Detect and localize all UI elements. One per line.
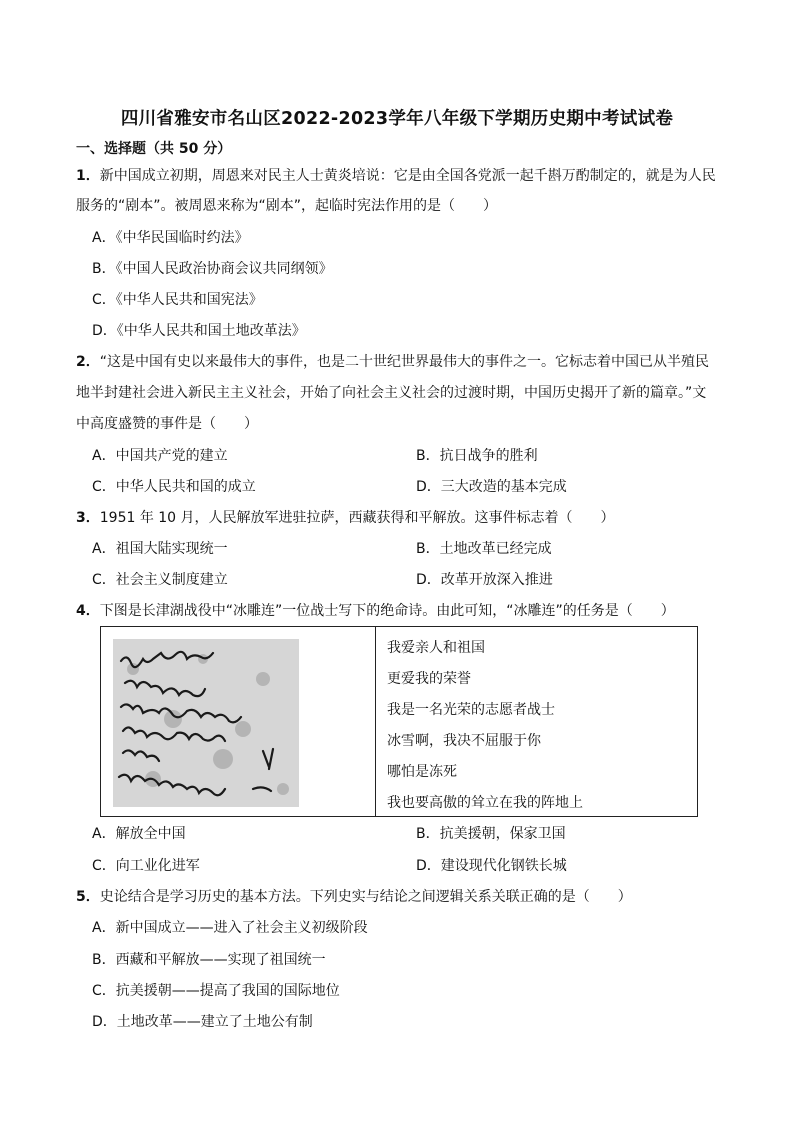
question-4-number: 4． [76, 603, 100, 619]
question-5-option-d: D．土地改革——建立了土地公有制 [92, 1014, 313, 1030]
section-heading: 一、选择题（共 50 分） [76, 141, 232, 157]
figure-divider [375, 627, 376, 816]
question-4-option-d: D．建设现代化钢铁长城 [416, 858, 567, 874]
question-1-stem-line-2: 服务的“剧本”。被周恩来称为“剧本”，起临时宪法作用的是（ ） [76, 198, 498, 214]
question-1-option-b: B．《中国人民政治协商会议共同纲领》 [92, 261, 333, 277]
question-5-stem-line-1: 5．史论结合是学习历史的基本方法。下列史实与结论之间逻辑关系关联正确的是（ ） [76, 889, 632, 905]
question-2-stem-line-2: 地半封建社会进入新民主主义社会，开始了向社会主义社会的过渡时期，中国历史揭开了新的篇章。”文 [76, 385, 707, 401]
poem-line-5: 哪怕是冻死 [387, 764, 457, 780]
poem-line-3: 我是一名光荣的志愿者战士 [387, 702, 555, 718]
poem-line-2: 更爱我的荣誉 [387, 671, 471, 687]
question-3-stem-line-1: 3．1951 年 10 月，人民解放军进驻拉萨，西藏获得和平解放。这事件标志着（ ） [76, 510, 615, 526]
question-3-option-b: B．土地改革已经完成 [416, 541, 552, 557]
question-3-option-d: D．改革开放深入推进 [416, 572, 553, 588]
poem-line-1: 我爱亲人和祖国 [387, 640, 485, 656]
question-3-option-c: C．社会主义制度建立 [92, 572, 228, 588]
question-4-option-c: C．向工业化进军 [92, 858, 200, 874]
question-2-number: 2． [76, 354, 100, 370]
question-1-stem-line-1: 1．新中国成立初期，周恩来对民主人士黄炎培说：它是由全国各党派一起千斟万酌制定的，就是为人民 [76, 168, 716, 184]
question-5-option-a: A．新中国成立——进入了社会主义初级阶段 [92, 920, 368, 936]
question-4-stem-line-1: 4．下图是长津湖战役中“冰雕连”一位战士写下的绝命诗。由此可知，“冰雕连”的任务是（ ） [76, 603, 675, 619]
question-4-option-b: B．抗美援朝，保家卫国 [416, 826, 566, 842]
question-4-option-a: A．解放全中国 [92, 826, 186, 842]
question-2-option-d: D．三大改造的基本完成 [416, 479, 567, 495]
question-2-option-b: B．抗日战争的胜利 [416, 448, 538, 464]
exam-title: 四川省雅安市名山区2022-2023学年八年级下学期历史期中考试试卷 [120, 109, 674, 129]
poem-figure-table [100, 626, 698, 817]
question-5-number: 5． [76, 889, 100, 905]
question-2-option-c: C．中华人民共和国的成立 [92, 479, 256, 495]
question-5-option-c: C．抗美援朝——提高了我国的国际地位 [92, 983, 340, 999]
question-5-option-b: B．西藏和平解放——实现了祖国统一 [92, 952, 326, 968]
poem-line-4: 冰雪啊，我决不屈服于你 [387, 733, 541, 749]
question-2-option-a: A．中国共产党的建立 [92, 448, 228, 464]
question-2-stem-line-1: 2．“这是中国有史以来最伟大的事件，也是二十世纪世界最伟大的事件之一。它标志着中国已从半殖民 [76, 354, 710, 370]
question-1-option-a: A．《中华民国临时约法》 [92, 230, 249, 246]
question-3-option-a: A．祖国大陆实现统一 [92, 541, 228, 557]
question-1-option-c: C．《中华人民共和国宪法》 [92, 292, 263, 308]
question-2-stem-line-3: 中高度盛赞的事件是（ ） [76, 416, 258, 432]
question-1-option-d: D．《中华人民共和国土地改革法》 [92, 323, 306, 339]
question-1-number: 1． [76, 168, 100, 184]
handwritten-poem-image [113, 639, 299, 807]
question-3-number: 3． [76, 510, 100, 526]
poem-line-6: 我也要高傲的耸立在我的阵地上 [387, 795, 583, 811]
